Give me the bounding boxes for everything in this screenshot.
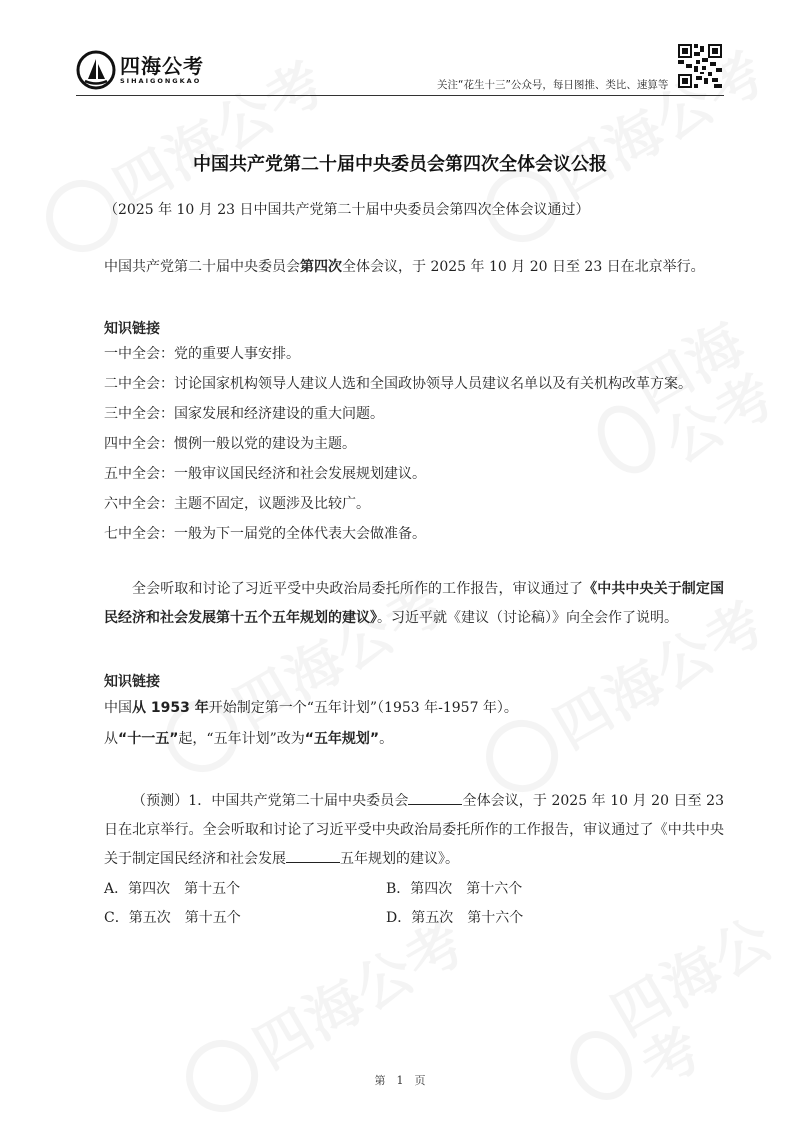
page-header	[0, 0, 800, 100]
text-span: 。	[379, 731, 394, 747]
bold-text: 《中共中央关于制定国民经济和社会发展第十五个五年规划的建议》	[104, 581, 725, 626]
watermark-text	[603, 908, 800, 1099]
document-subtitle: （2025 年 10 月 23 日中国共产党第二十届中央委员会第四次全体会议通过）	[104, 202, 590, 218]
qr-code-icon	[678, 44, 722, 88]
text-span: 起，“五年计划”改为	[178, 731, 305, 747]
list-item: 七中全会：一般为下一届党的全体代表大会做准备。	[104, 526, 426, 542]
bold-text: 第四次	[300, 259, 342, 275]
sailboat-logo-icon	[76, 50, 116, 90]
text-span: 从	[104, 731, 118, 747]
brand-name-en: SIHAIGONGKAO	[120, 76, 202, 85]
list-item: 五中全会：一般审议国民经济和社会发展规划建议。	[104, 466, 426, 482]
document-title: 中国共产党第二十届中央委员会第四次全体会议公报	[193, 154, 607, 175]
answer-blank	[286, 848, 340, 863]
knowledge-link-heading: 知识链接	[104, 321, 160, 337]
text-span: 中国共产党第二十届中央委员会	[104, 259, 300, 275]
paragraph-meeting-intro	[104, 255, 705, 279]
text-span: 五年规划的建议》。	[340, 851, 459, 867]
knowledge-line-first-plan	[104, 696, 518, 720]
option-d: D．第五次 第十六个	[386, 910, 524, 926]
text-span: 全体会议，于 2025 年 10 月 20 日至 23 日在北京举行。全会听取和讨论了习近平受中央政治局委托所作的工作报告，审议通过了《中共中央关于制定国民经济和社会发展	[104, 793, 724, 867]
watermark-logo-icon	[558, 1020, 644, 1111]
knowledge-link-heading: 知识链接	[104, 674, 160, 690]
bold-text: “十一五”	[118, 731, 179, 747]
option-b: B．第四次 第十六个	[386, 881, 523, 897]
brand-name: 四海公考	[120, 53, 204, 78]
header-divider	[76, 95, 724, 96]
plenary-session-list	[104, 339, 692, 549]
text-span: （预测）1．中国共产党第二十届中央委员会	[132, 793, 409, 809]
text-span: 。习近平就《建议（讨论稿）》向全会作了说明。	[377, 610, 678, 626]
list-item: 一中全会：党的重要人事安排。	[104, 346, 300, 362]
text-span: 中国	[104, 700, 132, 716]
list-item: 二中全会：讨论国家机构领导人建议人选和全国政协领导人员建议名单以及有关机构改革方案。	[104, 376, 692, 392]
bold-text: 从 1953 年	[132, 700, 209, 716]
bold-text: “五年规划”	[304, 731, 380, 747]
answer-blank	[408, 790, 462, 805]
brand-logo	[76, 50, 204, 90]
option-a: A．第四次 第十五个	[104, 881, 241, 897]
header-note: 关注“花生十三”公众号，每日图推、类比、速算等	[437, 79, 669, 91]
watermark-text	[245, 912, 476, 1080]
watermark	[546, 908, 800, 1132]
list-item: 三中全会：国家发展和经济建设的重大问题。	[104, 406, 384, 422]
watermark	[173, 907, 479, 1125]
option-c: C．第五次 第十五个	[104, 910, 241, 926]
question-stem	[104, 787, 724, 874]
page-number: 第 1 页	[374, 1074, 426, 1087]
list-item: 四中全会：惯例一般以党的建设为主题。	[104, 436, 356, 452]
list-item: 六中全会：主题不固定，议题涉及比较广。	[104, 496, 370, 512]
text-span: 开始制定第一个“五年计划”（1953 年-1957 年）。	[208, 700, 518, 716]
knowledge-line-plan-rename	[104, 727, 393, 751]
paragraph-plan-adoption	[104, 575, 724, 633]
text-span: 全体会议，于 2025 年 10 月 20 日至 23 日在北京举行。	[342, 259, 705, 275]
text-span: 全会听取和讨论了习近平受中央政治局委托所作的工作报告，审议通过了	[132, 581, 584, 597]
